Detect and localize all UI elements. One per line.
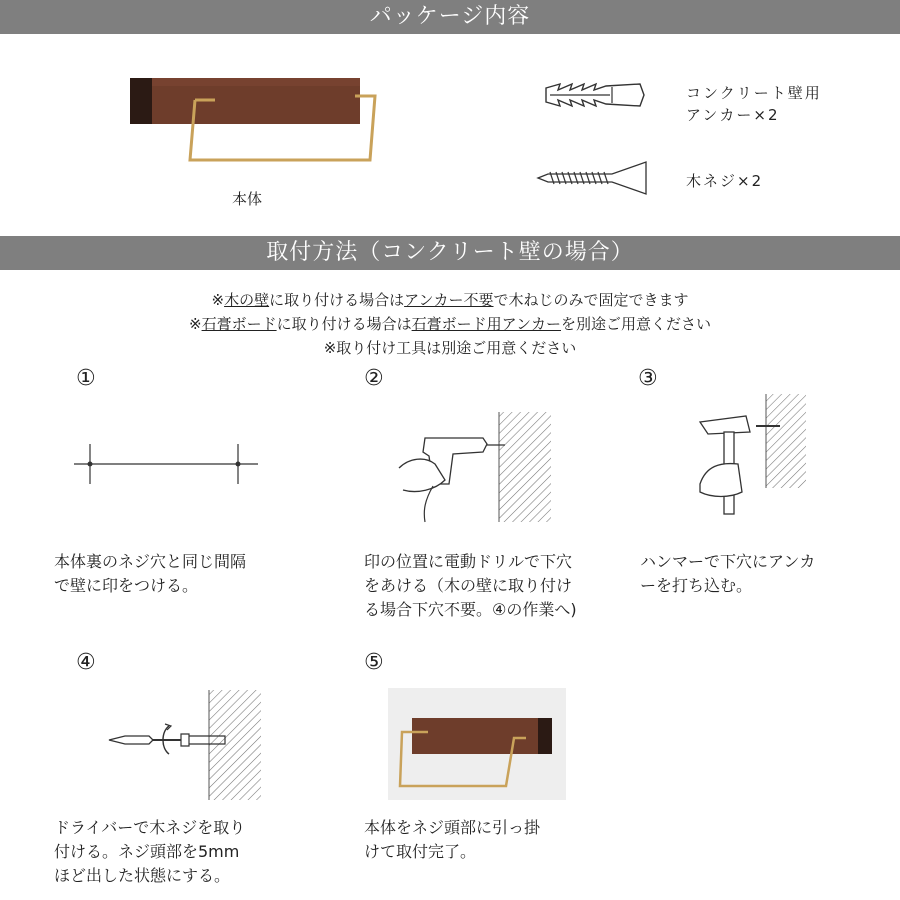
towel-bar-product-image [120,70,390,180]
screwdriver-illustration [105,688,265,803]
note-line-3: ※取り付け工具は別途ご用意ください [323,339,577,357]
note-line-1 [0,288,900,312]
note-no-anchor: アンカー不要 [404,291,494,309]
step-5-description: 本体をネジ頭部に引っ掛 けて取付完了。 [364,818,541,861]
step-1-number: ① [76,366,96,391]
wall-marks-illustration [70,440,265,490]
step-5-number: ⑤ [364,650,384,675]
anchor-label-line2: アンカー×2 [686,106,780,124]
hammer-illustration [690,392,810,517]
body-label: 本体 [232,190,263,208]
package-contents-banner: パッケージ内容 [0,0,900,34]
note-gypsum: 石膏ボード [201,315,277,333]
drill-illustration [395,410,555,525]
step-4-description: ドライバーで木ネジを取り 付ける。ネジ頭部を5mm ほど出した状態にする。 [54,818,246,885]
step-2-number: ② [364,366,384,391]
note-text: に取り付ける場合は [269,291,405,309]
note-text: に取り付ける場合は [276,315,412,333]
screw-label: 木ネジ×2 [686,172,764,190]
wood-screw-icon [534,160,654,196]
step-1-description: 本体裏のネジ穴と同じ間隔 で壁に印をつける。 [54,552,247,595]
anchor-label-line1: コンクリート壁用 [686,84,822,102]
note-line-2 [0,312,900,336]
note-gypsum-anchor: 石膏ボード用アンカー [411,315,561,333]
note-mark: ※ [188,315,202,333]
step-3-description: ハンマーで下穴にアンカ ーを打ち込む。 [640,552,816,595]
install-method-banner: 取付方法（コンクリート壁の場合） [0,236,900,270]
step-4-number: ④ [76,650,96,675]
step-3-number: ③ [638,366,658,391]
note-wood-wall: 木の壁 [224,291,270,309]
installed-product-photo [388,688,566,800]
note-mark: ※ [211,291,225,309]
step-2-description: 印の位置に電動ドリルで下穴 をあける（木の壁に取り付け る場合下穴不要。④の作業へ) [364,552,577,619]
note-text: で木ねじのみで固定できます [493,291,689,309]
install-notes [0,288,900,360]
anchor-icon [540,78,650,112]
note-text: を別途ご用意ください [561,315,712,333]
